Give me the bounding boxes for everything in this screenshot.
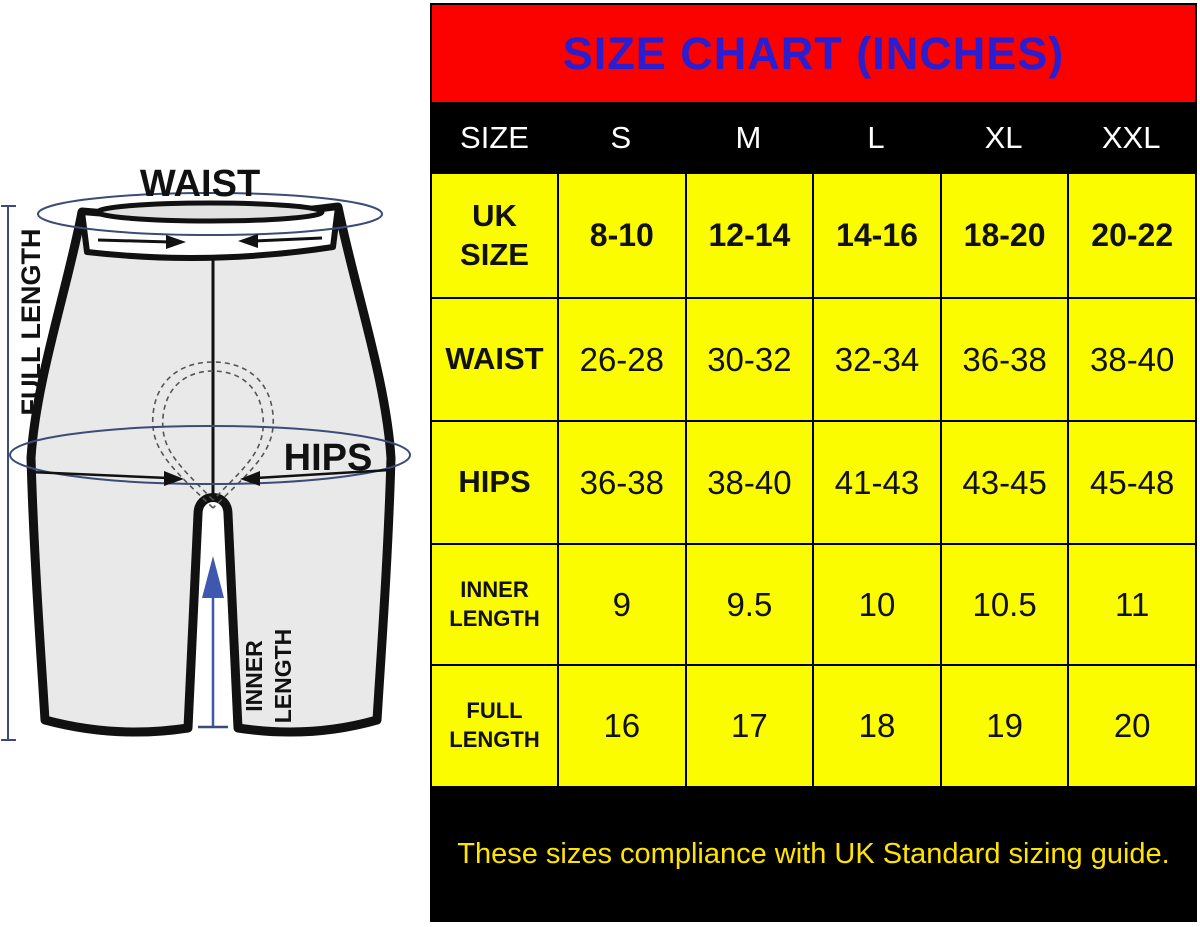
row-label: INNER LENGTH xyxy=(432,545,557,664)
inner-length-arrow xyxy=(198,556,228,727)
waist-xxl: 38-40 xyxy=(1069,299,1195,420)
table-row-full-length xyxy=(432,666,1195,786)
waist-opening xyxy=(98,203,322,221)
uk-size-s: 8-10 xyxy=(559,174,685,297)
waist-xl: 36-38 xyxy=(942,299,1068,420)
column-header-xl: XL xyxy=(984,120,1023,155)
table-row-hips xyxy=(432,422,1195,543)
header-row xyxy=(432,102,1195,174)
uk-size-m: 12-14 xyxy=(687,174,813,297)
waist-s: 26-28 xyxy=(559,299,685,420)
full-length-s: 16 xyxy=(559,666,685,786)
footer-note: These sizes compliance with UK Standard sizing guide. xyxy=(457,837,1170,870)
hips-xxl: 45-48 xyxy=(1069,422,1195,543)
size-chart-table xyxy=(430,3,1197,922)
waist-label: WAIST xyxy=(139,163,261,205)
full-length-xl: 19 xyxy=(942,666,1068,786)
uk-size-xl: 18-20 xyxy=(942,174,1068,297)
inner-length-xl: 10.5 xyxy=(942,545,1068,664)
full-length-label: FULL LENGTH xyxy=(16,228,46,416)
footer-note-bar xyxy=(432,788,1195,920)
column-header-xxl: XXL xyxy=(1101,120,1161,155)
inner-length-label-line1: INNER xyxy=(241,640,267,712)
inner-length-xxl: 11 xyxy=(1069,545,1195,664)
full-length-measure-line xyxy=(1,206,16,740)
column-header-s: S xyxy=(610,120,632,155)
full-length-m: 17 xyxy=(687,666,813,786)
table-row-waist xyxy=(432,299,1195,420)
title-banner xyxy=(432,5,1195,102)
column-header-size: SIZE xyxy=(460,120,529,155)
table-row-uk-size xyxy=(432,174,1195,297)
shorts-measurement-diagram xyxy=(0,0,425,927)
row-label: WAIST xyxy=(432,299,557,420)
column-header-m: M xyxy=(735,120,762,155)
uk-size-xxl: 20-22 xyxy=(1069,174,1195,297)
hips-m: 38-40 xyxy=(687,422,813,543)
waist-l: 32-34 xyxy=(814,299,940,420)
inner-length-label-line2: LENGTH xyxy=(270,628,296,724)
full-length-l: 18 xyxy=(814,666,940,786)
inner-length-m: 9.5 xyxy=(687,545,813,664)
table-title: SIZE CHART (INCHES) xyxy=(562,27,1065,79)
hips-s: 36-38 xyxy=(559,422,685,543)
full-length-xxl: 20 xyxy=(1069,666,1195,786)
hips-xl: 43-45 xyxy=(942,422,1068,543)
hips-label: HIPS xyxy=(283,437,373,479)
row-label: UK SIZE xyxy=(432,174,557,297)
hips-l: 41-43 xyxy=(814,422,940,543)
row-label: FULL LENGTH xyxy=(432,666,557,786)
row-label: HIPS xyxy=(432,422,557,543)
inner-length-s: 9 xyxy=(559,545,685,664)
inner-length-l: 10 xyxy=(814,545,940,664)
column-header-l: L xyxy=(867,120,885,155)
waist-m: 30-32 xyxy=(687,299,813,420)
uk-size-l: 14-16 xyxy=(814,174,940,297)
table-row-inner-length xyxy=(432,545,1195,664)
